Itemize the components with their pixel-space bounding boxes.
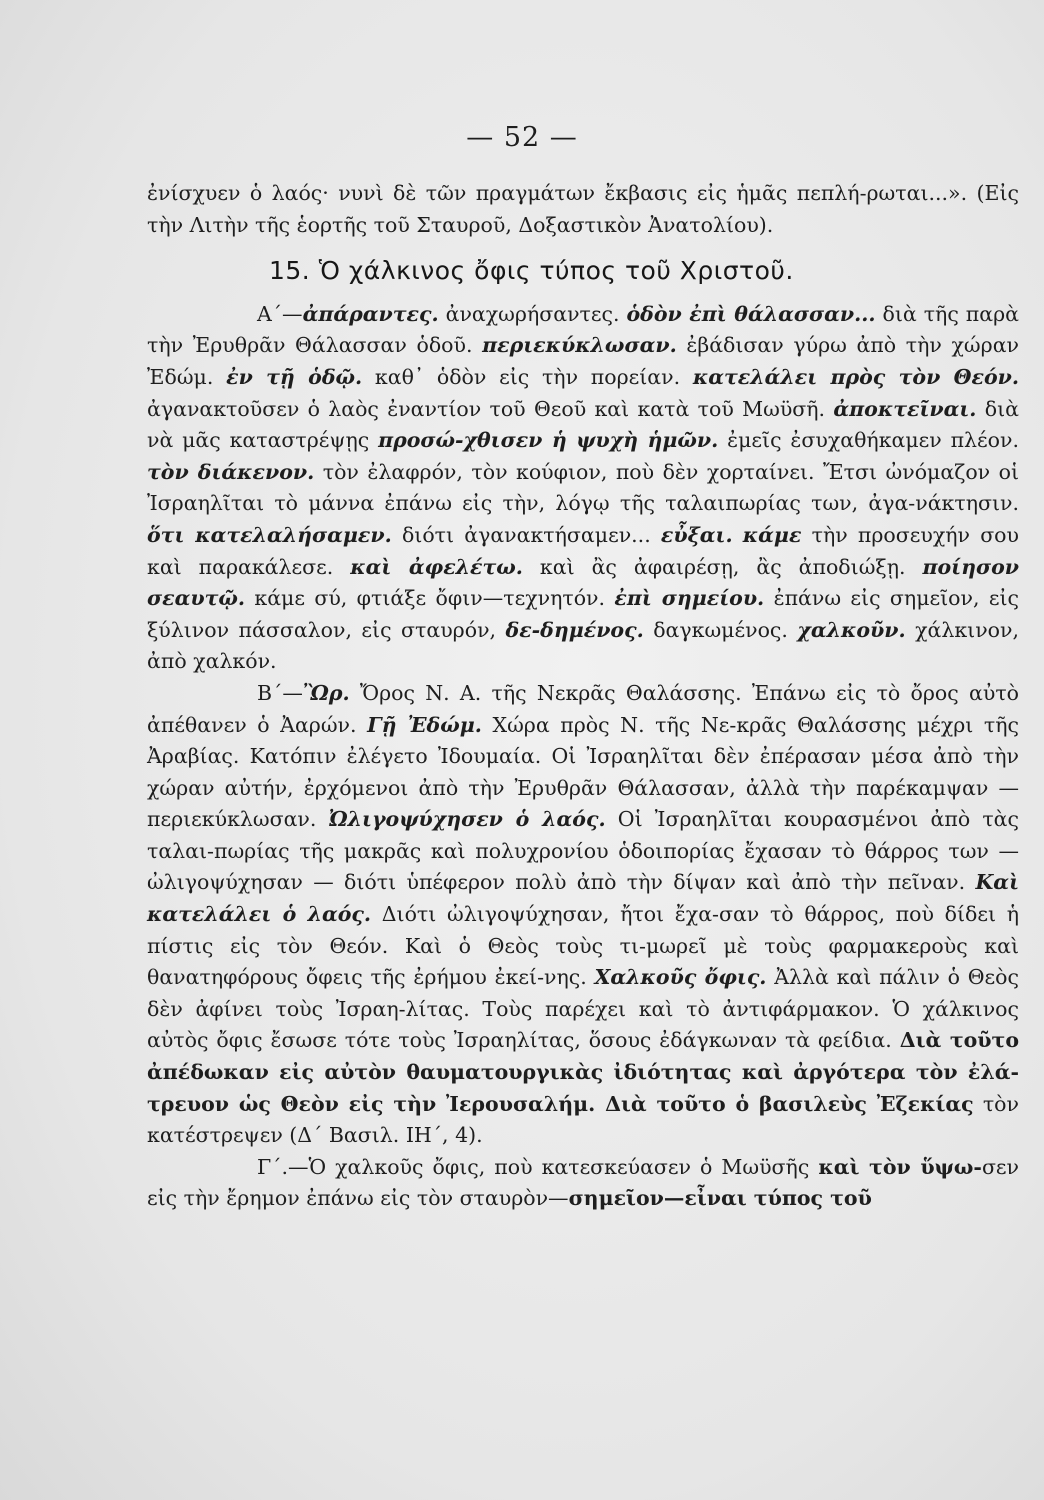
text-run: χάλκινον, ἀπὸ χαλκόν. — [147, 617, 1019, 674]
text-run: Α΄— — [257, 301, 303, 326]
term: Χαλκοῦς ὄφις. — [594, 965, 767, 990]
text-run: κάμε σύ, φτιάξε ὄφιν—τεχνητόν. — [245, 586, 615, 611]
term: ποίησον σεαυτῷ. — [147, 554, 1019, 611]
term: χαλκοῦν. — [797, 617, 906, 642]
text-run: τὸν κατέστρεψεν (Δ΄ Βασιλ. ΙΗ΄, 4). — [147, 1091, 1019, 1148]
text-run: καθ᾽ ὁδὸν εἰς τὴν πορείαν. — [362, 364, 693, 389]
emphasis: Διὰ τοῦτο ἀπέδωκαν εἰς αὐτὸν θαυματουργικὰς ἰδιότητας καὶ ἀργότερα τὸν ἐλά-τρευον ὡς Θεὸν εἰς τὴν Ἰερουσαλήμ. Διὰ τοῦτο ὁ βασιλεὺς Ἐζεκίας — [147, 1028, 1019, 1116]
text-run: Γ΄.—Ὁ χαλκοῦς ὄφις, ποὺ κατεσκεύασεν ὁ Μωϋσῆς — [257, 1154, 819, 1179]
text-run: ἐμεῖς ἐσυχαθήκαμεν πλέον. — [718, 428, 1019, 453]
term: ἐν τῇ ὁδῷ. — [226, 364, 363, 389]
term: κάμε — [742, 522, 802, 547]
text-run: τὸν ἐλαφρόν, τὸν κούφιον, ποὺ δὲν χορταίνει. Ἔτσι ὠνόμαζον οἱ Ἰσραηλῖται τὸ μάννα ἐπάνω εἰς τὴν, λόγῳ τῆς ταλαιπωρίας των, ἀγα-νάκτησιν. — [147, 459, 1019, 516]
term: προσώ-χθισεν ἡ ψυχὴ ἡμῶν. — [378, 428, 719, 453]
text-run: καὶ ἂς ἀφαιρέσῃ, ἂς ἀποδιώξῃ. — [522, 554, 923, 579]
text-run: διὰ τῆς παρὰ τὴν Ἐρυθρᾶν Θάλασσαν ὁδοῦ. — [147, 301, 1019, 358]
page-number: — 52 — — [466, 122, 578, 153]
emphasis: καὶ τὸν ὕψω- — [818, 1154, 982, 1179]
term: Ὠλιγοψύχησεν ὁ λαός. — [328, 807, 606, 832]
text-run: ἐνίσχυεν ὁ λαός· νυνὶ δὲ τῶν πραγμάτων ἔκβασις εἰς ἡμᾶς πεπλή-ρωται...». (Εἰς τὴν Λιτὴν τῆς ἑορτῆς τοῦ Σταυροῦ, Δοξαστικὸν Ἀνατολίου). — [147, 181, 1019, 237]
body-text — [147, 178, 1019, 1215]
text-run: διὰ νὰ μᾶς καταστρέψῃς — [147, 396, 1019, 453]
term: ἀπάραντες. — [302, 301, 439, 326]
text-run: ἀναχωρήσαντες. — [438, 301, 627, 326]
term: κατελάλει πρὸς τὸν Θεόν. — [692, 364, 1019, 389]
paragraph-section-c — [147, 1152, 1019, 1215]
text-run: Ἀλλὰ καὶ πάλιν ὁ Θεὸς δὲν ἀφίνει τοὺς Ἰσραη-λίτας. Τοὺς παρέχει καὶ τὸ ἀντιφάρμακον. Ὁ χάλκινος αὐτὸς ὄφις ἔσωσε τότε τοὺς Ἰσραηλίτας, ὅσους ἐδάγκωναν τὰ φείδια. — [147, 965, 1019, 1053]
term: δε-δημένος. — [505, 617, 644, 642]
term: καὶ ἀφελέτω. — [350, 554, 523, 579]
text-run: σεν εἰς τὴν ἔρημον ἐπάνω εἰς τὸν σταυρὸν— — [147, 1154, 1020, 1211]
text-run — [733, 523, 743, 547]
term: εὖξαι. — [660, 522, 733, 547]
term: ὅτι κατελαλήσαμεν. — [147, 522, 392, 547]
paragraph-section-a — [147, 299, 1019, 678]
emphasis: σημεῖον—εἶναι τύπος τοῦ — [568, 1186, 872, 1211]
term: Καὶ κατελάλει ὁ λαός. — [147, 870, 1019, 927]
text-run: ἐπάνω εἰς σημεῖον, εἰς ξύλινον πάσσαλον, εἰς σταυρόν, — [147, 586, 1019, 642]
term: ἀποκτεῖναι. — [833, 396, 977, 421]
text-run: τὴν προσευχήν σου καὶ παρακάλεσε. — [147, 522, 1019, 579]
text-run: Διότι ὠλιγοψύχησαν, ἤτοι ἔχα-σαν τὸ θάρρος, ποὺ δίδει ἡ πίστις εἰς τὸν Θεόν. Καὶ ὁ Θεὸς τοὺς τι-μωρεῖ μὲ τοὺς φαρμακεροὺς καὶ θανατηφόρους ὄφεις τῆς ἐρήμου ἐκεί-νης. — [147, 902, 1019, 990]
paragraph-section-b — [147, 678, 1019, 1152]
text-run: Β΄— — [257, 680, 303, 705]
term: Γῇ Ἐδώμ. — [367, 712, 482, 737]
text-run: ἀγανακτοῦσεν ὁ λαὸς ἐναντίον τοῦ Θεοῦ καὶ κατὰ τοῦ Μωϋσῆ. — [147, 396, 834, 421]
text-run: ἐβάδισαν γύρω ἀπὸ τὴν χώραν Ἐδώμ. — [147, 333, 1019, 389]
section-heading: 15. Ὁ χάλκινος ὄφις τύπος τοῦ Χριστοῦ. — [269, 256, 794, 286]
paragraph-intro — [147, 178, 1019, 241]
term: τὸν διάκενον. — [147, 459, 315, 484]
text-run: Οἱ Ἰσραηλῖται κουρασμένοι ἀπὸ τὰς ταλαι-πωρίας τῆς μακρᾶς καὶ πολυχρονίου ὁδοιπορίας ἔχασαν τὸ θάρρος των — ὠλιγοψύχησαν — διότι ὑπέφερον πολὺ ἀπὸ τὴν δίψαν καὶ ἀπὸ τὴν πεῖναν. — [147, 807, 1019, 895]
term: περιεκύκλωσαν. — [482, 333, 677, 358]
term: Ὢρ. — [302, 680, 350, 705]
text-run: Χώρα πρὸς Ν. τῆς Νε-κρᾶς Θαλάσσης μέχρι τῆς Ἀραβίας. Κατόπιν ἐλέγετο Ἰδουμαία. Οἱ Ἰσραηλῖται δὲν ἐπέρασαν μέσα ἀπὸ τὴν χώραν αὐτήν, ἐρχόμενοι ἀπὸ τὴν Ἐρυθρᾶν Θάλασσαν, ἀλλὰ τὴν παρέκαμψαν — περιεκύκλωσαν. — [147, 712, 1020, 832]
text-run: Ὄρος Ν. Α. τῆς Νεκρᾶς Θαλάσσης. Ἐπάνω εἰς τὸ ὄρος αὐτὸ ἀπέθανεν ὁ Ἀαρών. — [147, 680, 1019, 737]
term: ἐπὶ σημείου. — [614, 586, 765, 611]
term: ὁδὸν ἐπὶ θάλασσαν... — [626, 301, 876, 326]
text-run: διότι ἀγανακτήσαμεν... — [391, 522, 661, 547]
text-run: δαγκωμένος. — [643, 617, 798, 642]
